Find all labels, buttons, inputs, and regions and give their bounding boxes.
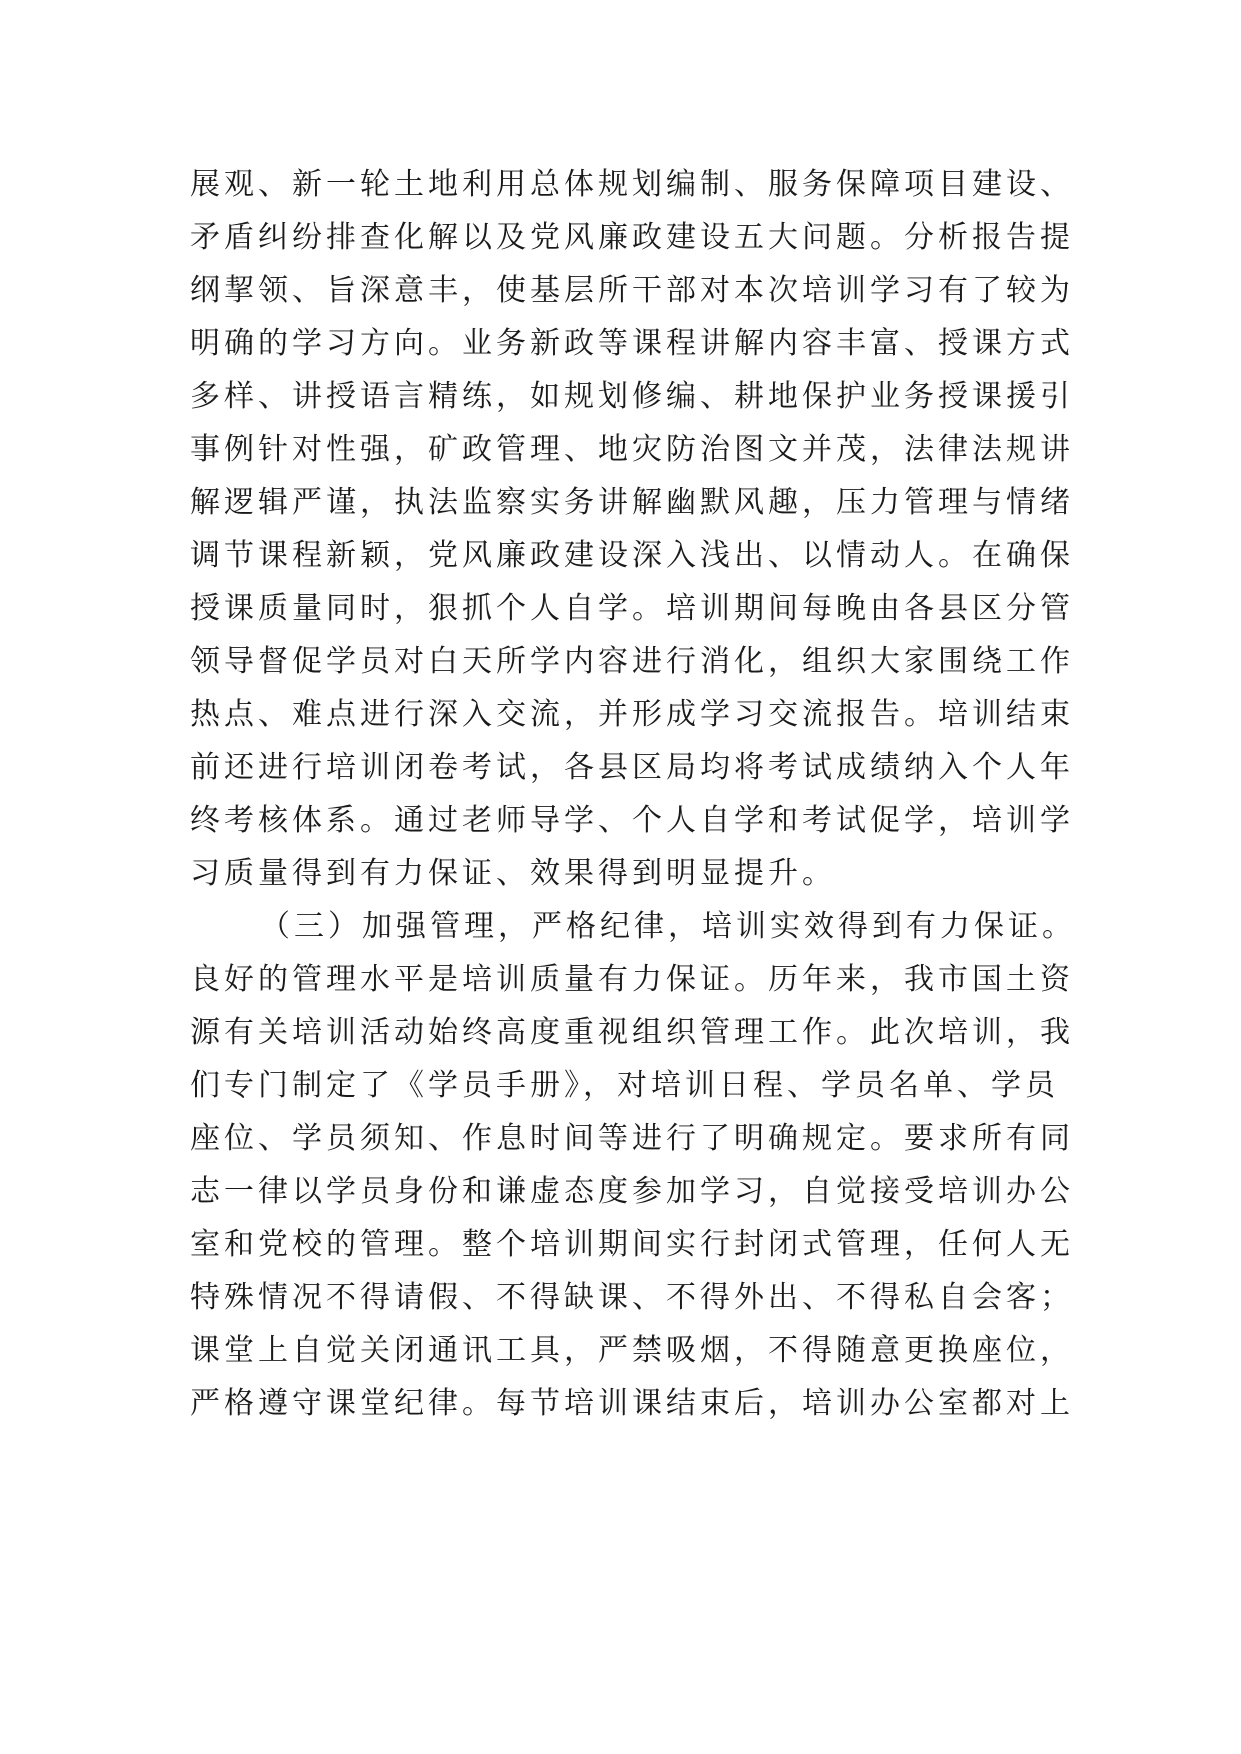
text-line-14: 习质量得到有力保证、效果得到明显提升。 xyxy=(190,856,836,891)
text-line-21: 室和党校的管理。整个培训期间实行封闭式管理，任何人无 xyxy=(190,1227,1074,1262)
text-line-6: 事例针对性强，矿政管理、地灾防治图文并茂，法律法规讲 xyxy=(190,432,1074,467)
text-line-13: 终考核体系。通过老师导学、个人自学和考试促学，培训学 xyxy=(190,803,1074,838)
text-line-3: 纲挈领、旨深意丰，使基层所干部对本次培训学习有了较为 xyxy=(190,273,1074,308)
body-text xyxy=(190,158,1076,1430)
section-heading: （三）加强管理，严格纪律，培训实效得到有力保证。 xyxy=(260,909,1076,944)
text-line-20: 志一律以学员身份和谦虚态度参加学习，自觉接受培训办公 xyxy=(190,1174,1074,1209)
text-line-2: 矛盾纠纷排查化解以及党风廉政建设五大问题。分析报告提 xyxy=(190,220,1074,255)
text-line-19: 座位、学员须知、作息时间等进行了明确规定。要求所有同 xyxy=(190,1121,1074,1156)
text-line-10: 领导督促学员对白天所学内容进行消化，组织大家围绕工作 xyxy=(190,644,1074,679)
text-line-11: 热点、难点进行深入交流，并形成学习交流报告。培训结束 xyxy=(190,697,1074,732)
text-line-17: 源有关培训活动始终高度重视组织管理工作。此次培训，我 xyxy=(190,1015,1074,1050)
text-line-24: 严格遵守课堂纪律。每节培训课结束后，培训办公室都对上 xyxy=(190,1386,1074,1421)
text-line-9: 授课质量同时，狠抓个人自学。培训期间每晚由各县区分管 xyxy=(190,591,1074,626)
text-line-23: 课堂上自觉关闭通讯工具，严禁吸烟，不得随意更换座位， xyxy=(190,1333,1074,1368)
text-line-5: 多样、讲授语言精练，如规划修编、耕地保护业务授课援引 xyxy=(190,379,1074,414)
text-line-4: 明确的学习方向。业务新政等课程讲解内容丰富、授课方式 xyxy=(190,326,1074,361)
text-line-12: 前还进行培训闭卷考试，各县区局均将考试成绩纳入个人年 xyxy=(190,750,1074,785)
text-line-18: 们专门制定了《学员手册》，对培训日程、学员名单、学员 xyxy=(190,1068,1059,1103)
text-line-16: 良好的管理水平是培训质量有力保证。历年来，我市国土资 xyxy=(190,962,1074,997)
text-line-22: 特殊情况不得请假、不得缺课、不得外出、不得私自会客； xyxy=(190,1280,1074,1315)
text-line-8: 调节课程新颖，党风廉政建设深入浅出、以情动人。在确保 xyxy=(190,538,1074,573)
text-line-1: 展观、新一轮土地利用总体规划编制、服务保障项目建设、 xyxy=(190,167,1074,202)
text-line-7: 解逻辑严谨，执法监察实务讲解幽默风趣，压力管理与情绪 xyxy=(190,485,1074,520)
